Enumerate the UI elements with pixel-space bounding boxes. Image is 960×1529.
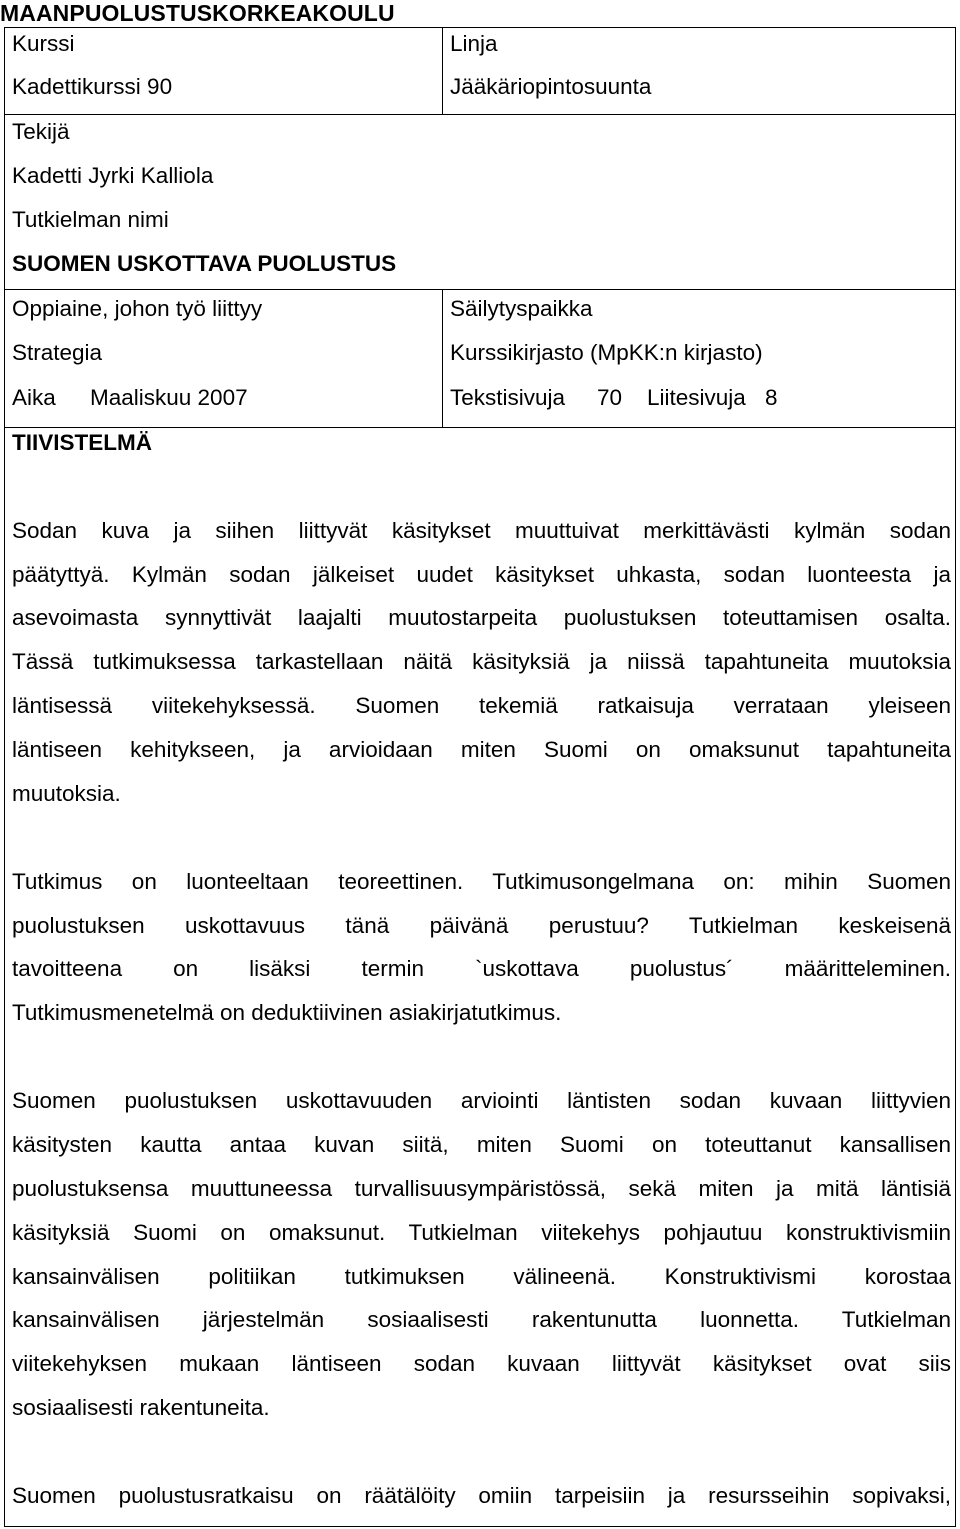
abstract-line: käsitysten kautta antaa kuvan siitä, miten Suomi on toteuttanut kansallisen <box>12 1132 951 1157</box>
abstract-line: Tässä tutkimuksessa tarkastellaan näitä käsityksiä ja niissä tapahtuneita muutoksia <box>12 649 951 674</box>
abstract-line: puolustuksen uskottavuus tänä päivänä perustuu? Tutkielman keskeisenä <box>12 913 951 938</box>
subject-value: Strategia <box>12 340 103 365</box>
divider-subject-storage <box>442 289 443 428</box>
divider-after-title <box>4 289 956 290</box>
abstract-line: käsityksiä Suomi on omaksunut. Tutkielman viitekehys pohjautuu konstruktivismiin <box>12 1220 951 1245</box>
storage-label: Säilytyspaikka <box>450 296 593 321</box>
course-value: Kadettikurssi 90 <box>12 74 173 99</box>
text-pages-label: Tekstisivuja <box>450 385 566 410</box>
time-value: Maaliskuu 2007 <box>90 385 248 410</box>
abstract-line: puolustuksensa muuttuneessa turvallisuusympäristössä, sekä miten ja mitä läntisiä <box>12 1176 951 1201</box>
divider-course-line <box>442 27 443 115</box>
line-label: Linja <box>450 31 498 56</box>
abstract-line: asevoimasta synnyttivät laajalti muutostarpeita puolustuksen toteuttamisen osalta. <box>12 605 951 630</box>
divider-after-course <box>4 114 956 115</box>
storage-value: Kurssikirjasto (MpKK:n kirjasto) <box>450 340 763 365</box>
abstract-line: läntiseen kehitykseen, ja arvioidaan miten Suomi on omaksunut tapahtuneita <box>12 737 951 762</box>
subject-label: Oppiaine, johon työ liittyy <box>12 296 263 321</box>
abstract-line: Sodan kuva ja siihen liittyvät käsitykset muuttuivat merkittävästi kylmän sodan <box>12 518 951 543</box>
abstract-line: Suomen puolustusratkaisu on räätälöity omiin tarpeisiin ja resursseihin sopivaksi, <box>12 1483 951 1508</box>
abstract-line: kansainvälisen järjestelmän sosiaalisesti rakentunutta luonnetta. Tutkielman <box>12 1307 951 1332</box>
text-pages-value: 70 <box>597 385 623 410</box>
course-label: Kurssi <box>12 31 75 56</box>
abstract-line: Suomen puolustuksen uskottavuuden arviointi läntisten sodan kuvaan liittyvien <box>12 1088 951 1113</box>
abstract-line: päätyttyä. Kylmän sodan jälkeiset uudet käsitykset uhkasta, sodan luonteesta ja <box>12 562 951 587</box>
abstract-line: sosiaalisesti rakentuneita. <box>12 1395 270 1420</box>
abstract-line: muutoksia. <box>12 781 121 806</box>
abstract-line: tavoitteena on lisäksi termin `uskottava puolustus´ määritteleminen. <box>12 956 951 981</box>
abstract-line: Tutkimusmenetelmä on deduktiivinen asiakirjatutkimus. <box>12 1000 562 1025</box>
thesis-title: SUOMEN USKOTTAVA PUOLUSTUS <box>12 251 397 276</box>
time-label: Aika <box>12 385 56 410</box>
abstract-line: viitekehyksen mukaan läntiseen sodan kuvaan liittyvät käsitykset ovat siis <box>12 1351 951 1376</box>
abstract-line: läntisessä viitekehyksessä. Suomen tekemiä ratkaisuja verrataan yleiseen <box>12 693 951 718</box>
author-value: Kadetti Jyrki Kalliola <box>12 163 214 188</box>
organization-name: MAANPUOLUSTUSKORKEAKOULU <box>0 0 395 26</box>
line-value: Jääkäriopintosuunta <box>450 74 652 99</box>
title-label: Tutkielman nimi <box>12 207 169 232</box>
abstract-line: Tutkimus on luonteeltaan teoreettinen. Tutkimusongelmana on: mihin Suomen <box>12 869 951 894</box>
appendix-pages-label: Liitesivuja <box>647 385 746 410</box>
abstract-line: kansainvälisen politiikan tutkimuksen välineenä. Konstruktivismi korostaa <box>12 1264 951 1289</box>
appendix-pages-value: 8 <box>765 385 778 410</box>
abstract-heading: TIIVISTELMÄ <box>12 430 152 455</box>
author-label: Tekijä <box>12 119 70 144</box>
